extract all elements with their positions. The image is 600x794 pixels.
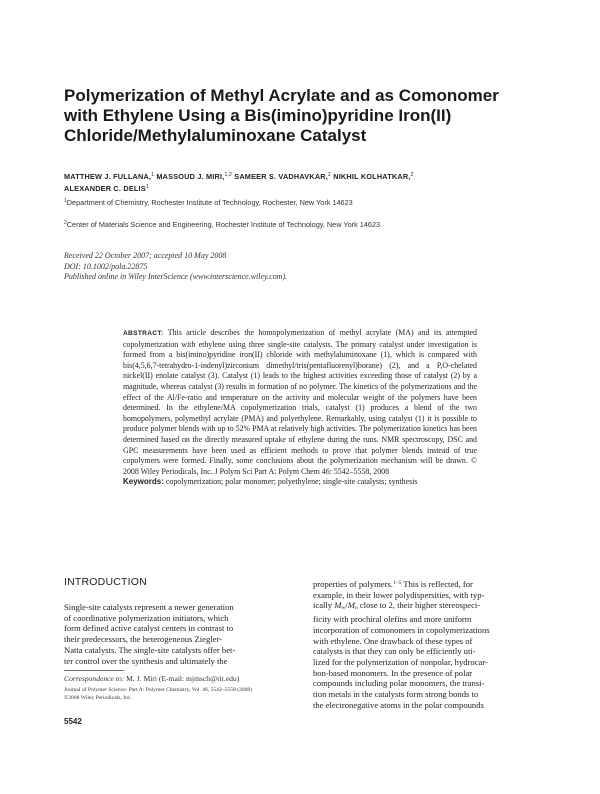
affiliation-sup: 1 bbox=[64, 198, 67, 204]
body-line: incorporation of comonomers in copolymerizations bbox=[313, 624, 490, 635]
section-heading-introduction: INTRODUCTION bbox=[64, 576, 147, 588]
math-symbol: M bbox=[347, 600, 355, 611]
body-line: Single-site catalysts represent a newer generation bbox=[64, 602, 234, 612]
title-line: with Ethylene Using a Bis(imino)pyridine Iron(II) bbox=[64, 106, 452, 125]
author-name: SAMEER S. VADHAVKAR, bbox=[234, 172, 328, 181]
author-affil-sup: 2 bbox=[328, 172, 331, 178]
affiliation-sup: 2 bbox=[64, 220, 67, 226]
published-online: Published online in Wiley InterScience (www.interscience.wiley.com). bbox=[64, 272, 288, 281]
footnote-block bbox=[64, 674, 304, 702]
author-name: ALEXANDER C. DELIS bbox=[64, 184, 146, 193]
math-slash: / bbox=[345, 600, 348, 611]
author-line bbox=[64, 170, 534, 182]
math-subscript: w bbox=[341, 605, 346, 612]
body-line: tion metals in the catalysts form strong bonds to bbox=[313, 689, 479, 700]
body-line: form defined active catalyst centers in contrast to bbox=[64, 623, 234, 634]
abstract-text: This article describes the homopolymerization of methyl acrylate (MA) and its attempted copolymerization with ethylene using three single-site catalysts. The primary catalyst under investigation is formed from a bis(imino)pyridine iron(II) chloride with methylaluminoxane (1), which is compared with bis(4,5,6,7-tetrahydro-1-indenyl)zirconium dimethyl/tris(pentafluorenyl)borane) (2), and a P,O-chelated nickel(II) enolate catalyst (3). Catalyst (1) leads to the highest activities exceeding those of catalyst (2) by a magnitude, whereas catalyst (3) results in formation of no polymer. The kinetics of the polymerizations and the effect of the Al/Fe-ratio and temperature on the activity and molecular weight of the polymers have been determined. In the ethylene/MA copolymerization trials, catalyst (1) produces a blend of the two homopolymers, polymethyl acrylate (PMA) and polyethylene. Remarkably, using catalyst (1) it is possible to produce polymer blends with up to 52% PMA at relatively high activities. The polymerization kinetics has been determined based on the directly measured uptake of ethylene during the runs. NMR spectroscopy, DSC and GPC measurements have been used as efficient methods to prove that polymer blends instead of true copolymers were formed. Finally, some conclusions about the polymerization mechanism will be drawn. © 2008 Wiley Periodicals, Inc. J Polym Sci Part A: Polym Chem 46: 5542–5558, 2008 bbox=[123, 328, 477, 476]
keywords-text: copolymerization; polar monomer; polyethylene; single-site catalysts; synthesis bbox=[165, 477, 418, 487]
body-line: bon-based monomers. In the presence of polar bbox=[313, 667, 473, 678]
body-line: the electronegative atoms in the polar compounds bbox=[313, 699, 484, 710]
body-line: their predecessors, the heterogeneous Ziegler- bbox=[64, 634, 223, 645]
title-line: Polymerization of Methyl Acrylate and as Comonomer bbox=[64, 86, 499, 105]
keywords-label: Keywords: bbox=[123, 477, 164, 487]
body-line bbox=[313, 578, 549, 590]
affiliation-text: Center of Materials Science and Engineering, Rochester Institute of Technology, New York 14623 bbox=[66, 220, 381, 229]
keywords-paragraph bbox=[123, 477, 477, 488]
page-number: 5542 bbox=[64, 717, 82, 726]
author-affil-sup: 2 bbox=[410, 172, 414, 178]
affiliation-1 bbox=[64, 196, 534, 208]
body-line: catalysts is that they can only be efficiently uti- bbox=[313, 646, 476, 657]
correspondence-label: Correspondence to: bbox=[64, 674, 125, 683]
abstract-paragraph bbox=[123, 328, 477, 477]
correspondence-text: M. J. Miri (E-mail: mjmsch@rit.edu) bbox=[124, 674, 240, 683]
body-line: of coordinative polymerization initiators, which bbox=[64, 612, 229, 623]
author-name: NIKHIL KOLHATKAR, bbox=[333, 172, 411, 181]
correspondence-note bbox=[64, 674, 304, 684]
journal-citation: Journal of Polymer Science: Part A: Polymer Chemistry, Vol. 46, 5542–5558 (2008) bbox=[64, 687, 253, 693]
author-affil-sup: 1,2 bbox=[224, 172, 233, 178]
author-affil-sup: 1 bbox=[145, 184, 149, 190]
body-text: close to 2, their higher stereospeci- bbox=[357, 600, 481, 611]
author-line bbox=[64, 182, 534, 194]
author-affil-sup: 1 bbox=[151, 172, 155, 178]
title-line: Chloride/Methylaluminoxane Catalyst bbox=[64, 126, 367, 145]
body-column-left bbox=[64, 602, 304, 666]
author-name: MASSOUD J. MIRI, bbox=[156, 172, 225, 181]
body-line: ficity with prochiral olefins and more uniform bbox=[313, 614, 472, 625]
body-line: example, in their lower polydispersities, with typ- bbox=[313, 589, 485, 600]
article-title bbox=[64, 86, 504, 146]
reference-citation: 1–5 bbox=[392, 580, 402, 586]
publication-history bbox=[64, 251, 464, 283]
author-list bbox=[64, 170, 534, 194]
affiliation-text: Department of Chemistry, Rochester Institute of Technology, Rochester, New York 14623 bbox=[66, 198, 353, 207]
body-line: Natta catalysts. The single-site catalysts offer bet- bbox=[64, 644, 236, 655]
author-name: MATTHEW J. FULLANA, bbox=[64, 172, 152, 181]
abstract-block bbox=[123, 328, 477, 488]
body-column-right bbox=[313, 578, 549, 710]
math-subscript: n bbox=[354, 605, 358, 612]
math-symbol: M bbox=[334, 600, 342, 611]
body-line bbox=[313, 600, 549, 614]
affiliation-2 bbox=[64, 218, 534, 230]
abstract-label: ABSTRACT: bbox=[123, 330, 164, 337]
body-line: compounds including polar monomers, the transi- bbox=[313, 678, 485, 689]
body-text: ically bbox=[313, 600, 335, 611]
body-text: This is reflected, for bbox=[401, 579, 473, 589]
body-line: lized for the polymerization of nonpolar, hydrocar- bbox=[313, 656, 488, 667]
body-text: properties of polymers. bbox=[313, 579, 393, 589]
footnote-rule bbox=[64, 670, 124, 671]
copyright-line: ©2008 Wiley Periodicals, Inc. bbox=[64, 694, 132, 701]
body-line: with ethylene. One drawback of these types of bbox=[313, 635, 473, 646]
body-line: ter control over the synthesis and ultimately the bbox=[64, 655, 228, 666]
doi: DOI: 10.1002/pola.22875 bbox=[64, 261, 148, 271]
received-date: Received 22 October 2007; accepted 10 May 2008 bbox=[64, 251, 227, 260]
